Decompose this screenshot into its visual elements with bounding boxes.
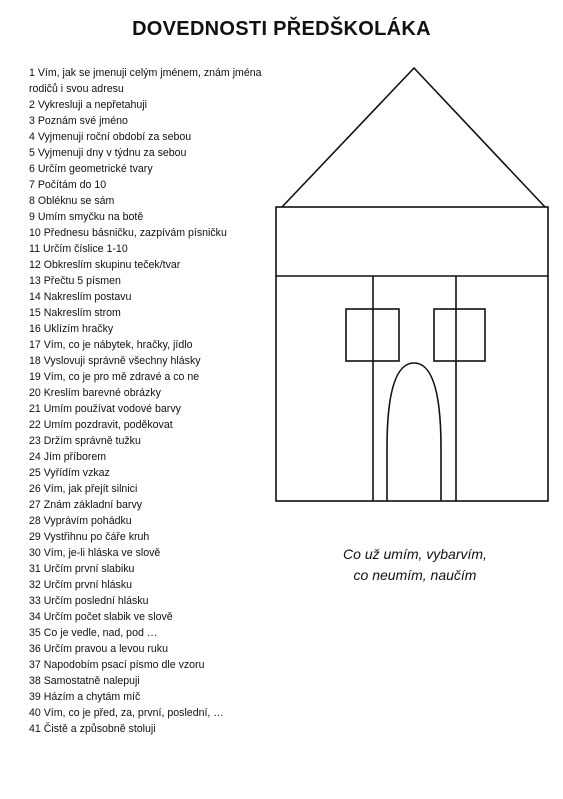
skill-item: 13 Přečtu 5 písmen (29, 275, 121, 287)
skill-item: 20 Kreslím barevné obrázky (29, 387, 161, 399)
skill-item: 37 Napodobím psací písmo dle vzoru (29, 659, 205, 671)
skill-item: 10 Přednesu básničku, zazpívám písničku (29, 227, 227, 239)
skill-item: 36 Určím pravou a levou ruku (29, 643, 168, 655)
skill-item: 21 Umím používat vodové barvy (29, 403, 181, 415)
skill-item: 1 Vím, jak se jmenuji celým jménem, znám jména rodičů i svou adresu (29, 67, 262, 95)
skill-item: 40 Vím, co je před, za, první, poslední, … (29, 707, 224, 719)
page-title: DOVEDNOSTI PŘEDŠKOLÁKA (132, 18, 431, 40)
house-drawing (270, 65, 555, 505)
skill-item: 24 Jím příborem (29, 451, 107, 463)
skill-item: 41 Čistě a způsobně stoluji (29, 723, 156, 735)
skills-list (29, 65, 269, 737)
house-roof (282, 68, 545, 207)
skill-item: 3 Poznám své jméno (29, 115, 128, 127)
house-wall (276, 207, 548, 501)
skill-item: 30 Vím, je-li hláska ve slově (29, 547, 161, 559)
skill-item: 31 Určím první slabiku (29, 563, 135, 575)
motto (290, 544, 540, 586)
skill-item: 38 Samostatně nalepuji (29, 675, 140, 687)
skill-item: 22 Umím pozdravit, poděkovat (29, 419, 173, 431)
skill-item: 35 Co je vedle, nad, pod … (29, 627, 158, 639)
skill-item: 32 Určím první hlásku (29, 579, 133, 591)
skill-item: 14 Nakreslím postavu (29, 291, 132, 303)
skill-item: 27 Znám základní barvy (29, 499, 143, 511)
motto-line-1: Co už umím, vybarvím, (343, 546, 487, 562)
skill-item: 25 Vyřídím vzkaz (29, 467, 110, 479)
skill-item: 18 Vyslovuji správně všechny hlásky (29, 355, 201, 367)
skill-item: 39 Házím a chytám míč (29, 691, 141, 703)
skill-item: 29 Vystřihnu po čáře kruh (29, 531, 150, 543)
skill-item: 6 Určím geometrické tvary (29, 163, 153, 175)
skill-item: 23 Držím správně tužku (29, 435, 141, 447)
skill-item: 8 Obléknu se sám (29, 195, 115, 207)
skill-item: 19 Vím, co je pro mě zdravé a co ne (29, 371, 200, 383)
skill-item: 5 Vyjmenuji dny v týdnu za sebou (29, 147, 187, 159)
skill-item: 2 Vykresluji a nepřetahuji (29, 99, 147, 111)
skill-item: 26 Vím, jak přejít silnici (29, 483, 138, 495)
skill-item: 4 Vyjmenuji roční období za sebou (29, 131, 192, 143)
motto-line-2: co neumím, naučím (353, 567, 477, 583)
skill-item: 34 Určím počet slabik ve slově (29, 611, 173, 623)
skill-item: 9 Umím smyčku na botě (29, 211, 144, 223)
window-right (434, 309, 485, 361)
door (387, 363, 441, 501)
skill-item: 28 Vyprávím pohádku (29, 515, 132, 527)
skill-item: 17 Vím, co je nábytek, hračky, jídlo (29, 339, 193, 351)
skill-item: 12 Obkreslím skupinu teček/tvar (29, 259, 181, 271)
skill-item: 16 Uklízím hračky (29, 323, 114, 335)
skill-item: 7 Počítám do 10 (29, 179, 107, 191)
skill-item: 33 Určím poslední hlásku (29, 595, 149, 607)
skill-item: 15 Nakreslím strom (29, 307, 121, 319)
skill-item: 11 Určím číslice 1-10 (29, 243, 128, 255)
